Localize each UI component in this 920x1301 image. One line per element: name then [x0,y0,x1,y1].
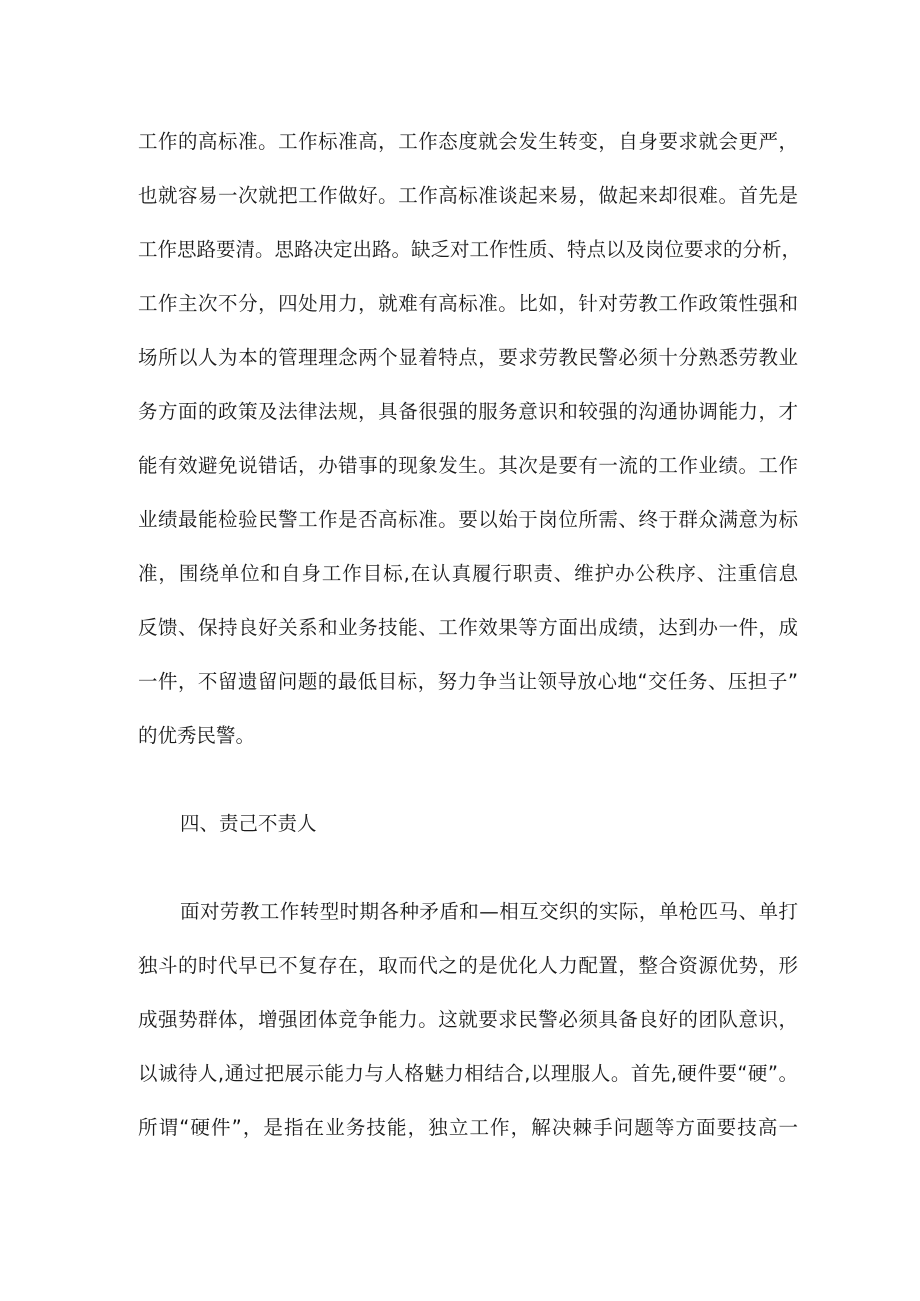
paragraph-1-line-6: 务方面的政策及法律法规，具备很强的服务意识和较强的沟通协调能力，才 [138,400,798,423]
paragraph-2-line-5: 所谓“硬件”，是指在业务技能，独立工作，解决棘手问题等方面要技高一 [138,1116,798,1139]
paragraph-2-line-1: 面对劳教工作转型时期各种矛盾和—相互交织的实际，单枪匹马、单打 [180,900,798,923]
paragraph-1-line-12: 的优秀民警。 [138,724,256,747]
paragraph-1-line-3: 工作思路要清。思路决定出路。缺乏对工作性质、特点以及岗位要求的分析， [138,238,802,261]
paragraph-1-line-11: 一件，不留遗留问题的最低目标，努力争当让领导放心地“交任务、压担子” [138,670,798,693]
paragraph-2-line-4: 以诚待人,通过把展示能力与人格魅力相结合,以理服人。首先,硬件要“硬”。 [138,1062,798,1085]
paragraph-1-line-10: 反馈、保持良好关系和业务技能、工作效果等方面出成绩，达到办一件，成 [138,616,798,639]
paragraph-2-line-3: 成强势群体，增强团体竞争能力。这就要求民警必须具备良好的团队意识， [138,1008,798,1031]
paragraph-1-line-4: 工作主次不分，四处用力，就难有高标准。比如，针对劳教工作政策性强和 [138,292,798,315]
paragraph-1-line-1: 工作的高标准。工作标准高，工作态度就会发生转变，自身要求就会更严， [138,130,798,153]
paragraph-1-line-9: 准，围绕单位和自身工作目标,在认真履行职责、维护办公秩序、注重信息 [138,562,798,585]
paragraph-1-line-8: 业绩最能检验民警工作是否高标准。要以始于岗位所需、终于群众满意为标 [138,508,798,531]
section-heading: 四、责己不责人 [180,812,317,835]
paragraph-1-line-5: 场所以人为本的管理理念两个显着特点，要求劳教民警必须十分熟悉劳教业 [138,346,798,369]
paragraph-1-line-7: 能有效避免说错话，办错事的现象发生。其次是要有一流的工作业绩。工作 [138,454,798,477]
paragraph-1-line-2: 也就容易一次就把工作做好。工作高标准谈起来易，做起来却很难。首先是 [138,184,798,207]
paragraph-2-line-2: 独斗的时代早已不复存在，取而代之的是优化人力配置，整合资源优势，形 [138,954,798,977]
